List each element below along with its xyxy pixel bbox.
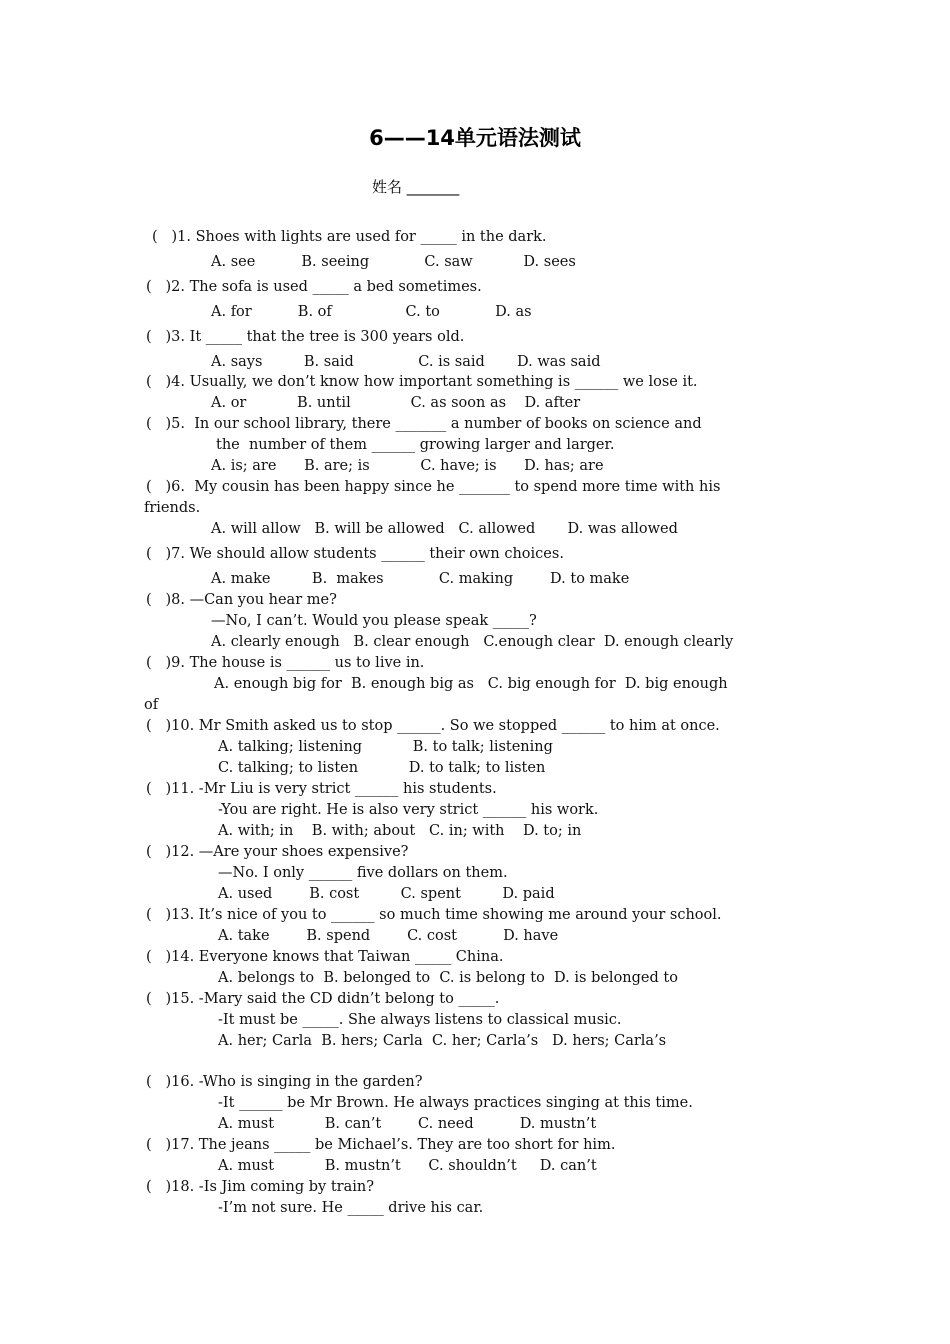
question-16: ( )16. -Who is singing in the garden? <box>146 1074 423 1090</box>
options-17: A. must B. mustn’t C. shouldn’t D. can’t <box>218 1158 597 1174</box>
options-11: A. with; in B. with; about C. in; with D. to; in <box>218 823 582 839</box>
options-14: A. belongs to B. belonged to C. is belong to D. is belonged to <box>218 970 678 986</box>
options-1: A. see B. seeing C. saw D. sees <box>211 254 576 270</box>
question-16-cont: -It ______ be Mr Brown. He always practices singing at this time. <box>218 1095 693 1111</box>
question-11-cont: -You are right. He is also very strict ______ his work. <box>218 802 599 818</box>
options-8: A. clearly enough B. clear enough C.enough clear D. enough clearly <box>211 634 734 650</box>
question-14: ( )14. Everyone knows that Taiwan _____ China. <box>146 949 504 965</box>
options-6: A. will allow B. will be allowed C. allowed D. was allowed <box>211 521 678 537</box>
question-1: ( )1. Shoes with lights are used for _____ in the dark. <box>152 229 547 245</box>
question-9: ( )9. The house is ______ us to live in. <box>146 655 425 671</box>
page-title: 6——14单元语法测试 <box>369 126 581 150</box>
question-15-cont: -It must be _____. She always listens to classical music. <box>218 1012 622 1028</box>
question-18-cont: -I’m not sure. He _____ drive his car. <box>218 1200 484 1216</box>
options-10-ab: A. talking; listening B. to talk; listening <box>218 739 553 755</box>
options-10-cd: C. talking; to listen D. to talk; to listen <box>218 760 546 776</box>
options-15: A. her; Carla B. hers; Carla C. her; Carla’s D. hers; Carla’s <box>218 1033 667 1049</box>
question-15: ( )15. -Mary said the CD didn’t belong to _____. <box>146 991 500 1007</box>
question-10: ( )10. Mr Smith asked us to stop ______. So we stopped ______ to him at once. <box>146 718 720 734</box>
question-6: ( )6. My cousin has been happy since he _______ to spend more time with his <box>146 479 721 495</box>
options-16: A. must B. can’t C. need D. mustn’t <box>218 1116 597 1132</box>
options-12: A. used B. cost C. spent D. paid <box>218 886 555 902</box>
options-2: A. for B. of C. to D. as <box>211 304 532 320</box>
question-3: ( )3. It _____ that the tree is 300 years old. <box>146 329 465 345</box>
question-4: ( )4. Usually, we don’t know how important something is ______ we lose it. <box>146 374 698 390</box>
name-field-label: 姓名 _______ <box>372 178 460 196</box>
question-7: ( )7. We should allow students ______ their own choices. <box>146 546 564 562</box>
options-7: A. make B. makes C. making D. to make <box>211 571 630 587</box>
question-12: ( )12. —Are your shoes expensive? <box>146 844 409 860</box>
question-12-cont: —No. I only ______ five dollars on them. <box>218 865 508 881</box>
options-13: A. take B. spend C. cost D. have <box>218 928 559 944</box>
question-5: ( )5. In our school library, there _______ a number of books on science and <box>146 416 702 432</box>
options-9: A. enough big for B. enough big as C. big enough for D. big enough <box>214 676 728 692</box>
options-5: A. is; are B. are; is C. have; is D. has; are <box>211 458 604 474</box>
question-17: ( )17. The jeans _____ be Michael’s. They are too short for him. <box>146 1137 616 1153</box>
options-3: A. says B. said C. is said D. was said <box>211 354 601 370</box>
question-11: ( )11. -Mr Liu is very strict ______ his students. <box>146 781 497 797</box>
question-8-cont: —No, I can’t. Would you please speak _____? <box>211 613 537 629</box>
question-8: ( )8. —Can you hear me? <box>146 592 337 608</box>
question-2: ( )2. The sofa is used _____ a bed sometimes. <box>146 279 482 295</box>
question-5-cont: the number of them ______ growing larger and larger. <box>216 437 615 453</box>
question-6-cont: friends. <box>144 500 201 516</box>
question-13: ( )13. It’s nice of you to ______ so much time showing me around your school. <box>146 907 722 923</box>
options-9-cont: of <box>144 697 159 713</box>
question-18: ( )18. -Is Jim coming by train? <box>146 1179 374 1195</box>
options-4: A. or B. until C. as soon as D. after <box>211 395 581 411</box>
